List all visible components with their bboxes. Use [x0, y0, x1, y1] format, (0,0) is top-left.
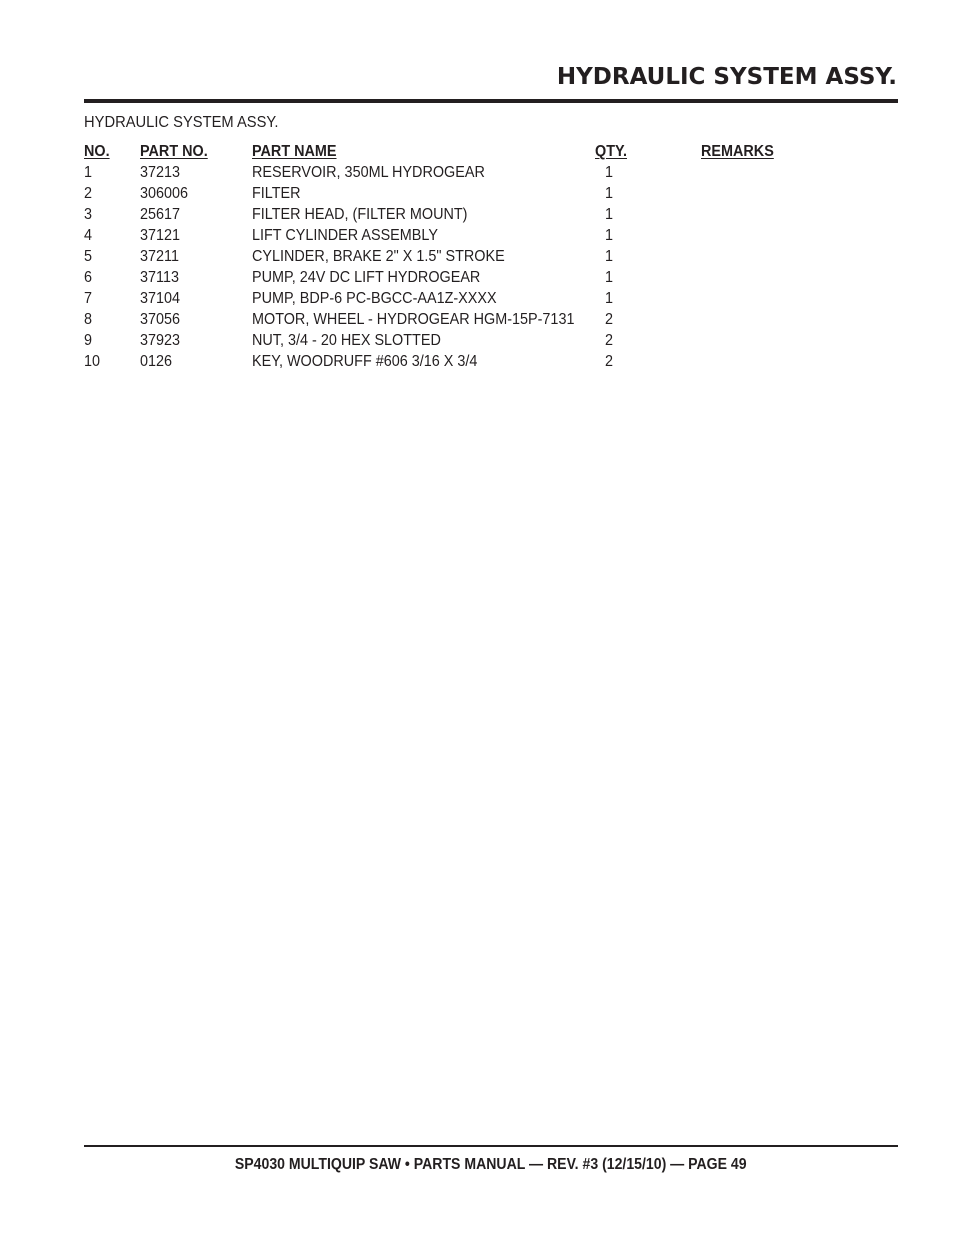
cell-part-no: 37104 [140, 290, 181, 307]
section-heading: HYDRAULIC SYSTEM ASSY. [84, 114, 279, 131]
cell-part-name: MOTOR, WHEEL - HYDROGEAR HGM-15P-7131 [252, 311, 575, 328]
cell-qty: 1 [605, 206, 614, 223]
header-part-name: PART NAME [252, 143, 337, 160]
cell-qty: 1 [605, 290, 614, 307]
cell-part-no: 0126 [140, 353, 173, 370]
title-divider [84, 99, 898, 103]
table-row [84, 267, 804, 288]
cell-part-name: NUT, 3/4 - 20 HEX SLOTTED [252, 332, 441, 349]
header-remarks: REMARKS [701, 143, 774, 160]
cell-part-name: PUMP, 24V DC LIFT HYDROGEAR [252, 269, 481, 286]
cell-no: 3 [84, 206, 93, 223]
cell-part-name: FILTER [252, 185, 301, 202]
table-row [84, 183, 804, 204]
cell-part-name: KEY, WOODRUFF #606 3/16 X 3/4 [252, 353, 478, 370]
page-title: HYDRAULIC SYSTEM ASSY. [556, 64, 897, 90]
cell-part-no: 25617 [140, 206, 181, 223]
cell-part-no: 306006 [140, 185, 189, 202]
table-body [84, 162, 804, 372]
cell-part-name: CYLINDER, BRAKE 2" X 1.5" STROKE [252, 248, 505, 265]
table-header-row [84, 141, 804, 162]
table-row [84, 351, 804, 372]
cell-no: 7 [84, 290, 93, 307]
cell-part-no: 37213 [140, 164, 181, 181]
cell-part-no: 37211 [140, 248, 179, 265]
header-no: NO. [84, 143, 110, 160]
parts-table [84, 141, 804, 372]
cell-no: 10 [84, 353, 101, 370]
table-row [84, 288, 804, 309]
page-footer [84, 1155, 898, 1175]
cell-no: 9 [84, 332, 93, 349]
cell-no: 5 [84, 248, 93, 265]
cell-qty: 1 [605, 248, 614, 265]
table-row [84, 330, 804, 351]
table-row [84, 162, 804, 183]
cell-qty: 1 [605, 164, 614, 181]
cell-part-no: 37121 [140, 227, 181, 244]
header-part-no: PART NO. [140, 143, 208, 160]
footer-label: SP4030 MULTIQUIP SAW • PARTS MANUAL — REV. #3 (12/15/10) — PAGE 49 [235, 1156, 747, 1173]
cell-part-no: 37923 [140, 332, 181, 349]
footer-divider [84, 1145, 898, 1147]
cell-part-name: FILTER HEAD, (FILTER MOUNT) [252, 206, 468, 223]
cell-no: 6 [84, 269, 93, 286]
header-qty: QTY. [595, 143, 628, 160]
cell-part-name: LIFT CYLINDER ASSEMBLY [252, 227, 438, 244]
cell-no: 4 [84, 227, 93, 244]
cell-part-name: PUMP, BDP-6 PC-BGCC-AA1Z-XXXX [252, 290, 497, 307]
cell-qty: 2 [605, 311, 614, 328]
cell-qty: 1 [605, 269, 614, 286]
cell-part-name: RESERVOIR, 350ML HYDROGEAR [252, 164, 485, 181]
table-row [84, 225, 804, 246]
cell-part-no: 37113 [140, 269, 179, 286]
cell-qty: 1 [605, 227, 614, 244]
cell-no: 2 [84, 185, 93, 202]
cell-part-no: 37056 [140, 311, 181, 328]
table-row [84, 309, 804, 330]
table-row [84, 204, 804, 225]
cell-no: 1 [84, 164, 93, 181]
cell-no: 8 [84, 311, 93, 328]
table-row [84, 246, 804, 267]
cell-qty: 2 [605, 353, 614, 370]
cell-qty: 1 [605, 185, 614, 202]
cell-qty: 2 [605, 332, 614, 349]
